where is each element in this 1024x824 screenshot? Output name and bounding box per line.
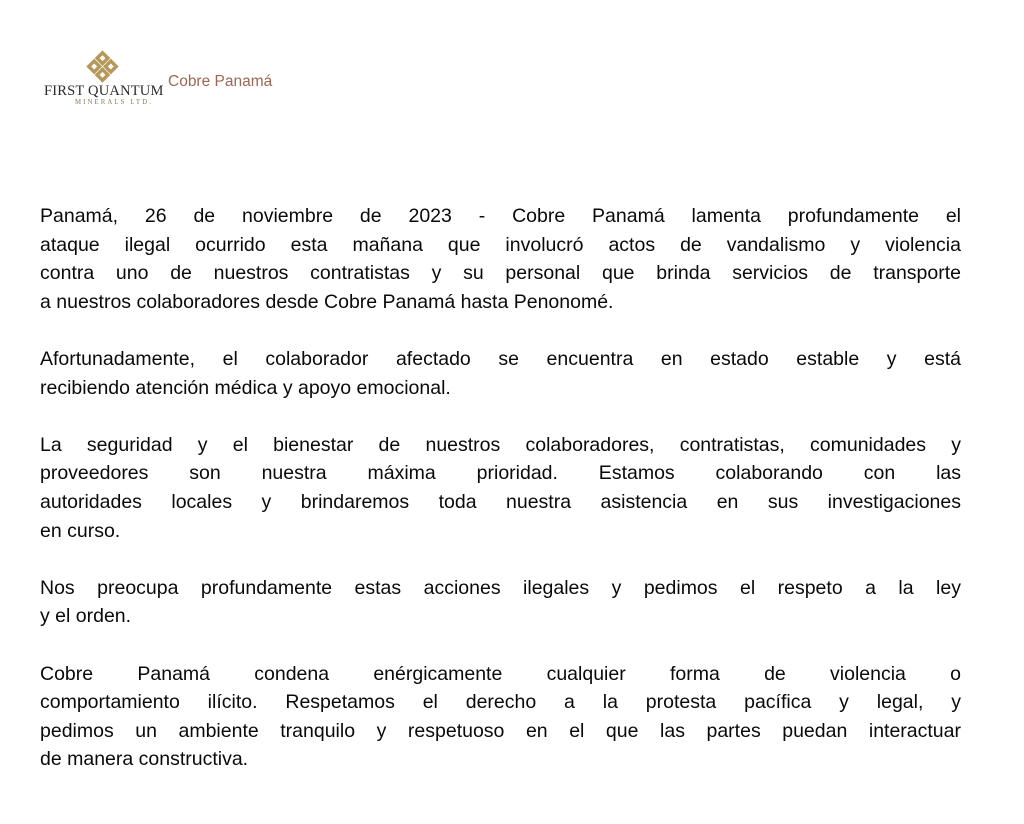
paragraph-line: proveedores son nuestra máxima prioridad. Estamos colaborando con las: [40, 462, 961, 485]
paragraph-dateline: [40, 202, 961, 316]
company-name: FIRST QUANTUM: [44, 83, 164, 99]
paragraph-line: Afortunadamente, el colaborador afectado se encuentra en estado estable y está: [40, 347, 961, 370]
paragraph-line: en curso.: [40, 519, 121, 542]
paragraph-line: Cobre Panamá condena enérgicamente cualquier forma de violencia o: [40, 662, 961, 685]
first-quantum-emblem-icon: [84, 48, 121, 85]
paragraph-line: contra uno de nuestros contratistas y su personal que brinda servicios de transporte: [40, 262, 961, 285]
press-release-body: [40, 202, 961, 802]
paragraph-line: Nos preocupa profundamente estas acciones ilegales y pedimos el respeto a la ley: [40, 576, 961, 599]
paragraph-line: comportamiento ilícito. Respetamos el derecho a la protesta pacífica y legal, y: [40, 691, 961, 714]
paragraph-line: de manera constructiva.: [40, 748, 249, 771]
letterhead: [0, 0, 1024, 130]
paragraph-line: autoridades locales y brindaremos toda nuestra asistencia en sus investigaciones: [40, 490, 961, 513]
paragraph-condemnation: [40, 660, 961, 774]
paragraph-line: pedimos un ambiente tranquilo y respetuoso en el que las partes puedan interactuar: [40, 719, 961, 742]
brand-name: Cobre Panamá: [168, 73, 273, 90]
paragraph-line: Panamá, 26 de noviembre de 2023 - Cobre Panamá lamenta profundamente el: [40, 205, 961, 227]
paragraph-line: y el orden.: [40, 605, 132, 628]
paragraph-line: ataque ilegal ocurrido esta mañana que involucró actos de vandalismo y violencia: [40, 233, 961, 256]
paragraph-line: a nuestros colaboradores desde Cobre Panamá hasta Penonomé.: [40, 290, 614, 313]
paragraph-safety: [40, 431, 961, 545]
paragraph-line: recibiendo atención médica y apoyo emocional.: [40, 376, 451, 399]
paragraph-status: [40, 345, 961, 402]
company-subtitle: MINERALS LTD.: [74, 99, 153, 106]
paragraph-concern: [40, 574, 961, 631]
paragraph-line: La seguridad y el bienestar de nuestros colaboradores, contratistas, comunidades y: [40, 433, 961, 456]
